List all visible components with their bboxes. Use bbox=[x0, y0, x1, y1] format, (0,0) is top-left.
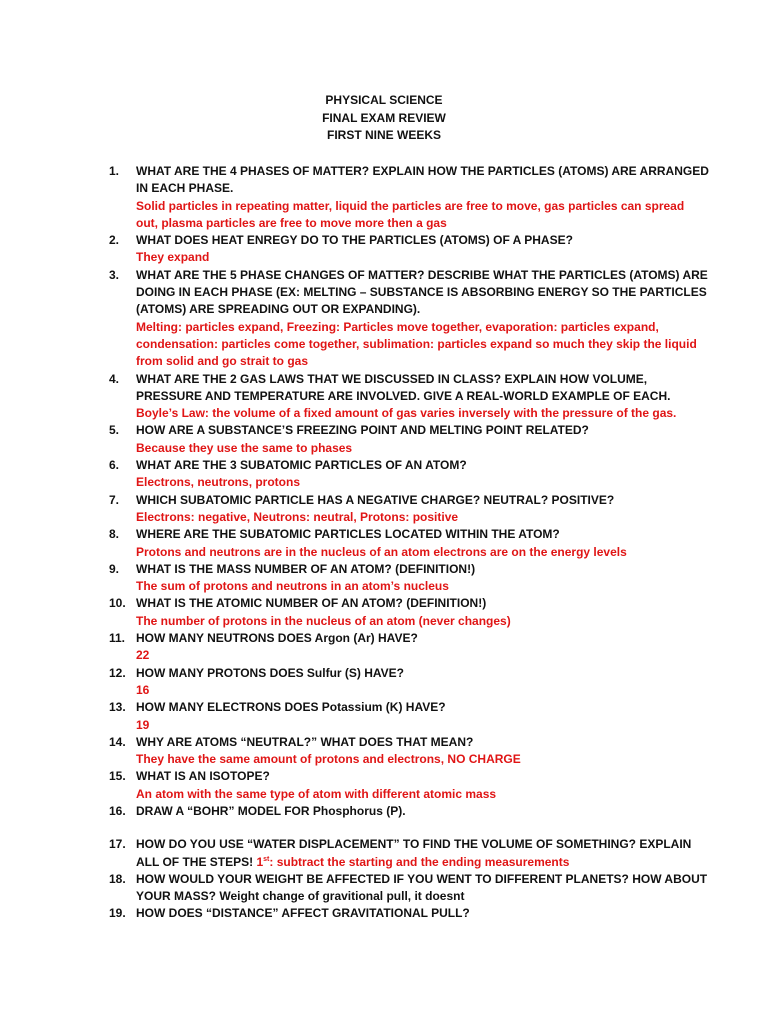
question-number: 11. bbox=[109, 631, 126, 646]
question-number: 7. bbox=[109, 492, 120, 507]
question-item bbox=[109, 630, 709, 665]
question-number: 1. bbox=[109, 164, 120, 178]
question-number: 18. bbox=[109, 871, 126, 886]
question-item bbox=[109, 561, 709, 596]
question-item bbox=[109, 699, 709, 734]
question-item bbox=[109, 836, 709, 871]
question-number: 19. bbox=[109, 906, 126, 921]
answer-body: : subtract the starting and the ending measurements bbox=[269, 854, 570, 869]
question-number: 5. bbox=[109, 423, 120, 438]
answer-text: Electrons: negative, Neutrons: neutral, Protons: positive bbox=[136, 509, 459, 524]
question-text: WHERE ARE THE SUBATOMIC PARTICLES LOCATED WITHIN THE ATOM? bbox=[136, 527, 560, 542]
question-text: HOW DOES “DISTANCE” AFFECT GRAVITATIONAL PULL? bbox=[136, 906, 470, 921]
question-item bbox=[109, 803, 709, 820]
answer-text: Melting: particles expand, Freezing: Particles move together, evaporation: particles expand, condensation: particles come together, sublimation: particles expand so much they skip the liquid from solid and go strait to gas bbox=[136, 319, 697, 369]
answer-ordinal-suffix: st bbox=[263, 855, 270, 863]
question-item bbox=[109, 492, 709, 527]
document-header bbox=[0, 92, 768, 145]
question-number: 12. bbox=[109, 665, 126, 680]
question-item bbox=[109, 267, 709, 371]
answer-text: 22 bbox=[136, 648, 150, 663]
question-number: 8. bbox=[109, 527, 120, 542]
question-text: HOW MANY NEUTRONS DOES Argon (Ar) HAVE? bbox=[136, 631, 418, 646]
question-number: 2. bbox=[109, 233, 120, 248]
question-text: WHAT ARE THE 2 GAS LAWS THAT WE DISCUSSED IN CLASS? EXPLAIN HOW VOLUME, PRESSURE AND TEMPERATURE ARE INVOLVED. GIVE A REAL-WORLD EXAMPLE OF EACH. bbox=[136, 371, 671, 403]
answer-text: The number of protons in the nucleus of an atom (never changes) bbox=[136, 613, 511, 628]
question-item bbox=[109, 422, 709, 457]
question-number: 9. bbox=[109, 561, 120, 576]
question-item bbox=[109, 232, 709, 267]
answer-text: They expand bbox=[136, 250, 210, 265]
question-text: HOW WOULD YOUR WEIGHT BE AFFECTED IF YOU WENT TO DIFFERENT PLANETS? HOW ABOUT YOUR MASS? Weight change of gravitional pull, it doesnt bbox=[136, 871, 708, 904]
question-text bbox=[136, 836, 709, 871]
answer-text: The sum of protons and neutrons in an atom’s nucleus bbox=[136, 579, 449, 594]
question-text: WHAT ARE THE 5 PHASE CHANGES OF MATTER? DESCRIBE WHAT THE PARTICLES (ATOMS) ARE DOING IN EACH PHASE (EX: MELTING – SUBSTANCE IS ABSORBING ENERGY SO THE PARTICLES (ATOMS) ARE SPREADING OUT OR EXPANDING). bbox=[136, 267, 708, 317]
header-subtitle: FINAL EXAM REVIEW bbox=[322, 110, 446, 125]
question-number: 3. bbox=[109, 267, 120, 282]
question-item bbox=[109, 163, 709, 232]
answer-text: They have the same amount of protons and electrons, NO CHARGE bbox=[136, 752, 521, 767]
answer-text bbox=[256, 855, 569, 869]
question-text: HOW MANY ELECTRONS DOES Potassium (K) HAVE? bbox=[136, 700, 446, 715]
question-item bbox=[109, 595, 709, 630]
question-item bbox=[109, 526, 709, 561]
question-item bbox=[109, 734, 709, 769]
answer-text: An atom with the same type of atom with different atomic mass bbox=[136, 786, 497, 801]
question-number: 15. bbox=[109, 769, 126, 784]
header-period: FIRST NINE WEEKS bbox=[326, 128, 441, 143]
question-item bbox=[109, 871, 709, 906]
question-number: 14. bbox=[109, 734, 126, 749]
question-text: WHAT IS THE MASS NUMBER OF AN ATOM? (DEFINITION!) bbox=[136, 561, 476, 576]
question-text: WHAT IS AN ISOTOPE? bbox=[136, 769, 270, 784]
question-number: 6. bbox=[109, 458, 120, 473]
answer-text: Protons and neutrons are in the nucleus of an atom electrons are on the energy levels bbox=[136, 544, 627, 559]
question-number: 10. bbox=[109, 596, 126, 611]
answer-text: Solid particles in repeating matter, liquid the particles are free to move, gas particles can spread out, plasma particles are free to move more then a gas bbox=[136, 198, 685, 230]
blank-space bbox=[109, 820, 709, 836]
question-item bbox=[109, 665, 709, 700]
question-text: WHICH SUBATOMIC PARTICLE HAS A NEGATIVE CHARGE? NEUTRAL? POSITIVE? bbox=[136, 492, 615, 507]
question-number: 4. bbox=[109, 371, 120, 386]
answer-text: 16 bbox=[136, 682, 150, 697]
question-text: WHAT ARE THE 4 PHASES OF MATTER? EXPLAIN HOW THE PARTICLES (ATOMS) ARE ARRANGED IN EACH PHASE. bbox=[136, 164, 709, 196]
answer-ordinal: 1 bbox=[256, 854, 264, 869]
question-text: HOW MANY PROTONS DOES Sulfur (S) HAVE? bbox=[136, 665, 405, 680]
question-17-text: HOW DO YOU USE “WATER DISPLACEMENT” TO FIND THE VOLUME OF SOMETHING? EXPLAIN ALL OF THE STEPS! bbox=[136, 837, 692, 869]
question-number: 13. bbox=[109, 700, 126, 715]
question-text: WHAT IS THE ATOMIC NUMBER OF AN ATOM? (DEFINITION!) bbox=[136, 596, 487, 611]
question-item bbox=[109, 905, 709, 922]
question-text: WHY ARE ATOMS “NEUTRAL?” WHAT DOES THAT MEAN? bbox=[136, 734, 474, 749]
question-text: HOW ARE A SUBSTANCE’S FREEZING POINT AND MELTING POINT RELATED? bbox=[136, 423, 589, 438]
question-list bbox=[109, 163, 709, 923]
question-item bbox=[109, 768, 709, 803]
question-number: 17. bbox=[109, 837, 126, 852]
answer-text: Electrons, neutrons, protons bbox=[136, 475, 301, 490]
question-text: WHAT DOES HEAT ENREGY DO TO THE PARTICLES (ATOMS) OF A PHASE? bbox=[136, 233, 573, 248]
question-text: WHAT ARE THE 3 SUBATOMIC PARTICLES OF AN ATOM? bbox=[136, 458, 467, 473]
question-number: 16. bbox=[109, 803, 126, 818]
answer-text: Because they use the same to phases bbox=[136, 440, 353, 455]
question-item bbox=[109, 457, 709, 492]
header-title: PHYSICAL SCIENCE bbox=[325, 93, 443, 107]
answer-text: 19 bbox=[136, 717, 150, 732]
answer-text: Boyle’s Law: the volume of a fixed amount of gas varies inversely with the pressure of the gas. bbox=[136, 406, 677, 421]
question-text: DRAW A “BOHR” MODEL FOR Phosphorus (P). bbox=[136, 803, 406, 818]
question-item bbox=[109, 371, 709, 423]
